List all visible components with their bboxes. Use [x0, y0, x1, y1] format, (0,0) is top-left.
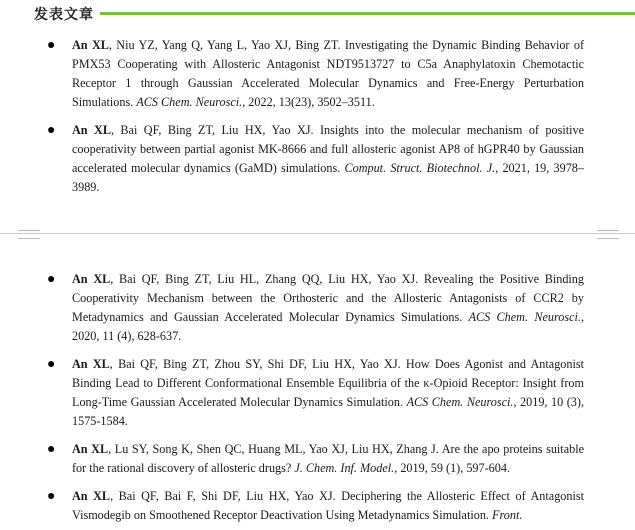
publication-item: [47, 36, 584, 112]
bullet-icon: ●: [47, 123, 56, 138]
lead-author: An XL: [72, 489, 111, 503]
section-title: 发表文章: [34, 7, 94, 23]
lead-author: An XL: [72, 38, 109, 52]
bullet-icon: ●: [47, 38, 56, 53]
journal-name: ACS Chem. Neurosci.: [468, 310, 581, 324]
page-break-line: [0, 233, 635, 234]
publication-citation: , 2019, 59 (1), 597-604.: [394, 461, 510, 475]
publication-text: , Lu SY, Song K, Shen QC, Huang ML, Yao XJ, Liu HX, Zhang J. Are the apo proteins suitable for the rational discovery of allosteric drugs?: [72, 442, 584, 475]
publication-item: [47, 121, 584, 197]
publication-item: [47, 487, 584, 525]
page-corner-mark: [18, 230, 40, 239]
journal-name: ACS Chem. Neurosci.: [136, 95, 243, 109]
journal-name: Comput. Struct. Biotechnol. J.: [344, 161, 496, 175]
section-header: [0, 0, 635, 26]
bullet-icon: ●: [47, 442, 56, 457]
publication-citation: , 2021, 19, 3978–3989.: [72, 161, 584, 194]
lead-author: An XL: [72, 442, 109, 456]
publication-item: [47, 270, 584, 346]
publication-text: , Bai QF, Bing ZT, Liu HL, Zhang QQ, Liu HX, Yao XJ. Revealing the Positive Binding Cooperativity Mechanism between the Orthosteric and the Allosteric Antagonists of CCR2 by Metadynamics and Gaussian Accelerated Molecular Dynamics Simulations.: [72, 272, 584, 324]
lead-author: An XL: [72, 123, 111, 137]
page-corner-mark: [597, 230, 619, 239]
bullet-icon: ●: [47, 489, 56, 504]
publication-citation: , 2020, 11 (4), 628-637.: [72, 310, 584, 343]
publication-text: , Bai QF, Bing ZT, Zhou SY, Shi DF, Liu HX, Yao XJ. How Does Agonist and Antagonist Binding Lead to Different Conformational Ensemble Equilibria of the κ-Opioid Receptor: Insight from Long-Time Gaussian Accelerated Molecular Dynamics Simulation.: [72, 357, 584, 409]
journal-name: J. Chem. Inf. Model.: [294, 461, 395, 475]
document-page-2: [0, 242, 635, 530]
page-break: [0, 228, 635, 242]
publication-citation: , 2022, 13(23), 3502–3511.: [242, 95, 375, 109]
lead-author: An XL: [72, 357, 110, 371]
header-accent-line: [100, 12, 635, 15]
publication-text: , Bai QF, Bai F, Shi DF, Liu HX, Yao XJ. Deciphering the Allosteric Effect of Antagonist Vismodegib on Smoothened Receptor Deactivation Using Metadynamics Simulation.: [72, 489, 584, 522]
journal-name: Front.: [492, 508, 523, 522]
publication-text: , Bai QF, Bing ZT, Liu HX, Yao XJ. Insights into the molecular mechanism of positive cooperativity between partial agonist MK-8666 and full allosteric agonist AP8 of hGPR40 by Gaussian accelerated molecular dynamics (GaMD) simulations.: [72, 123, 584, 175]
publication-citation: , 2019, 10 (3), 1575-1584.: [72, 395, 584, 428]
journal-name: ACS Chem. Neurosci.: [406, 395, 514, 409]
publication-item: [47, 355, 584, 431]
publication-text: , Niu YZ, Yang Q, Yang L, Yao XJ, Bing ZT. Investigating the Dynamic Binding Behavior of PMX53 Cooperating with Allosteric Antagonist NDT9513727 to C5a Anaphylatoxin Chemotactic Receptor 1 through Gaussian Accelerated Molecular Dynamics and Free-Energy Perturbation Simulations.: [72, 38, 584, 109]
document-page-1: [0, 26, 635, 228]
lead-author: An XL: [72, 272, 111, 286]
bullet-icon: ●: [47, 357, 56, 372]
bullet-icon: ●: [47, 272, 56, 287]
publication-item: [47, 440, 584, 478]
